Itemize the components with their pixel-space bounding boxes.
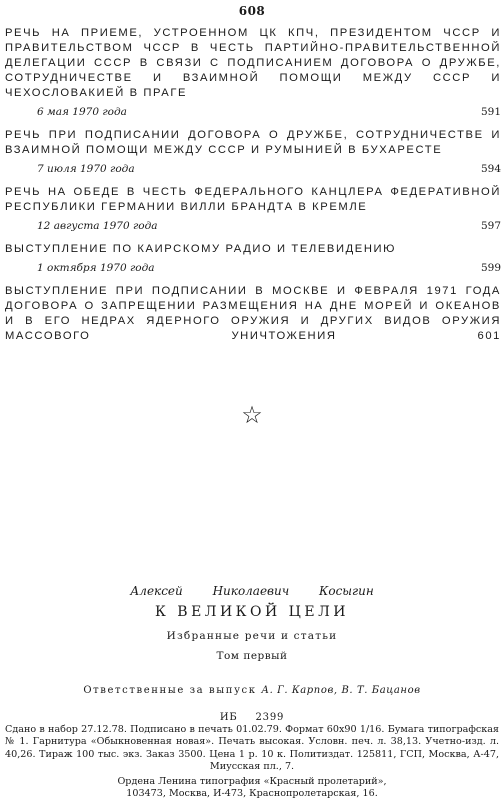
toc-entry [5, 128, 501, 175]
page-number: 608 [238, 4, 266, 18]
toc-entry-title: РЕЧЬ НА ПРИЕМЕ, УСТРОЕННОМ ЦК КПЧ, ПРЕЗИДЕНТОМ ЧССР И ПРАВИТЕЛЬСТВОМ ЧССР В ЧЕСТЬ ПАРТИЙНО-ПРАВИТЕЛЬСТВЕННОЙ ДЕЛЕГАЦИИ СССР В СВЯЗИ С ПОДПИСАНИЕМ ДОГОВОРА О ДРУЖБЕ, СОТРУДНИЧЕСТВЕ И ВЗАИМНОЙ ПОМОЩИ МЕЖДУ СССР И ЧЕХОСЛОВАКИЕЙ В ПРАГЕ [5, 27, 501, 99]
ib-number: ИБ 2399 [219, 712, 285, 723]
toc-entry-page: 601 [477, 330, 501, 342]
printer-info [0, 776, 504, 799]
toc-entry-date: 7 июля 1970 года [37, 163, 135, 175]
toc-entry-meta [5, 163, 501, 175]
toc-entry-meta [5, 220, 501, 232]
print-specifications: Сдано в набор 27.12.78. Подписано в печать 01.02.79. Формат 60х90 1/16. Бумага типографская № 1. Гарнитура «Обыкновенная новая». Печать высокая. Условн. печ. л. 38,13. Учетно-изд. л. 40,26. Тираж 100 тыс. экз. Заказ 3500. Цена 1 р. 10 к. Политиздат. 125811, ГСП, Москва, А-47, Миусская пл., 7. [5, 724, 499, 773]
toc-entry-meta [5, 106, 501, 118]
book-author: Алексей Николаевич Косыгин [130, 584, 374, 598]
toc-entry-page: 597 [480, 220, 501, 232]
toc-entry-date: 12 августа 1970 года [37, 220, 158, 232]
responsible-names: А. Г. Карпов, В. Т. Бацанов [261, 685, 421, 696]
book-volume: Том первый [216, 650, 288, 662]
toc-entry [5, 185, 501, 232]
book-subtitle: Избранные речи и статьи [166, 630, 338, 642]
toc-entry [5, 284, 501, 344]
toc-entry-title: ВЫСТУПЛЕНИЕ ПО КАИРСКОМУ РАДИО И ТЕЛЕВИДЕНИЮ [5, 243, 397, 255]
toc-entry-page: 594 [480, 163, 501, 175]
toc-entry-meta [5, 262, 501, 274]
table-of-contents [5, 26, 501, 354]
toc-entry-title: РЕЧЬ НА ОБЕДЕ В ЧЕСТЬ ФЕДЕРАЛЬНОГО КАНЦЛЕРА ФЕДЕРАТИВНОЙ РЕСПУБЛИКИ ГЕРМАНИИ ВИЛЛИ БРАНДТА В КРЕМЛЕ [5, 186, 501, 213]
toc-entry [5, 242, 501, 274]
toc-entry-title [5, 284, 501, 344]
responsible-editors [0, 685, 504, 696]
printer-address: 103473, Москва, И-473, Краснопролетарская, 16. [126, 787, 378, 799]
toc-entry-page: 591 [480, 106, 501, 118]
responsible-label: Ответственные за выпуск [83, 685, 257, 696]
toc-entry [5, 26, 501, 118]
toc-entry-page: 599 [480, 262, 501, 274]
printer-line: Ордена Ленина типография «Красный пролетарий», [117, 776, 387, 787]
toc-entry-date: 6 мая 1970 года [37, 106, 127, 118]
toc-entry-date: 1 октября 1970 года [37, 262, 155, 274]
toc-entry-title-text: ВЫСТУПЛЕНИЕ ПРИ ПОДПИСАНИИ В МОСКВЕ И ФЕВРАЛЯ 1971 ГОДА ДОГОВОРА О ЗАПРЕЩЕНИИ РАЗМЕЩЕНИЯ НА ДНЕ МОРЕЙ И ОКЕАНОВ И В ЕГО НЕДРАХ ЯДЕРНОГО ОРУЖИЯ И ДРУГИХ ВИДОВ ОРУЖИЯ МАССОВОГО УНИЧТОЖЕНИЯ [5, 285, 501, 342]
book-title: К ВЕЛИКОЙ ЦЕЛИ [155, 604, 349, 620]
star-ornament-icon: ☆ [241, 401, 263, 429]
toc-entry-title: РЕЧЬ ПРИ ПОДПИСАНИИ ДОГОВОРА О ДРУЖБЕ, СОТРУДНИЧЕСТВЕ И ВЗАИМНОЙ ПОМОЩИ МЕЖДУ СССР И РУМЫНИЕЙ В БУХАРЕСТЕ [5, 129, 501, 156]
